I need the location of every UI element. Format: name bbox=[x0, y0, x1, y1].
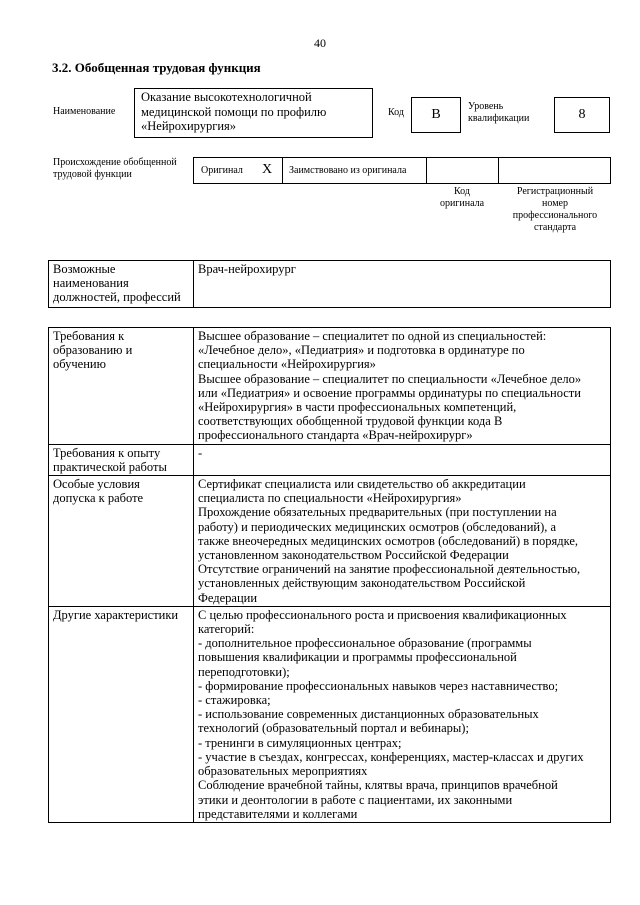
requirement-value-line: установленном законодательством Российской Федерации bbox=[198, 548, 509, 563]
requirement-value-line: также внеочередных медицинских осмотров (обследований) в порядке, bbox=[198, 533, 579, 548]
reg-number-caption: Регистрационный номер профессионального стандарта bbox=[512, 186, 598, 233]
requirement-label bbox=[49, 606, 194, 822]
origin-label: Происхождение обобщенной трудовой функции bbox=[53, 157, 177, 180]
requirement-value-line: Соблюдение врачебной тайны, клятвы врача, принципов врачебной bbox=[198, 778, 558, 793]
requirement-label-line: Требования к опыту bbox=[53, 445, 161, 460]
requirement-value-line: образовательных мероприятиях bbox=[198, 764, 368, 779]
requirement-value-line: этики и деонтологии в работе с пациентами, их законными bbox=[198, 792, 513, 807]
name-value-box bbox=[134, 88, 373, 138]
requirement-value-line: - формирование профессиональных навыков через наставничество; bbox=[198, 678, 559, 693]
requirement-label-line: Требования к bbox=[53, 329, 125, 343]
table-row bbox=[49, 328, 611, 445]
requirement-value-line: профессионального стандарта «Врач-нейрохирург» bbox=[198, 428, 473, 443]
level-label: Уровень квалификации bbox=[468, 101, 530, 124]
requirement-value-line: повышения квалификации и программы профессиональной bbox=[198, 650, 517, 665]
table-row bbox=[49, 606, 611, 822]
requirement-value-line: Федерации bbox=[198, 590, 258, 605]
requirement-value-line: «Лечебное дело», «Педиатрия» и подготовка в ординатуре по bbox=[198, 343, 525, 358]
requirement-label-line: образованию и bbox=[53, 343, 133, 358]
requirement-label-line: допуска к работе bbox=[53, 491, 144, 506]
code-origin-caption: Код оригинала bbox=[439, 186, 485, 209]
requirements-table bbox=[48, 327, 611, 823]
code-value: B bbox=[411, 97, 461, 133]
requirement-value bbox=[194, 328, 611, 445]
requirement-value-line: соответствующих обобщенной трудовой функции кода B bbox=[198, 414, 503, 429]
original-label: Оригинал bbox=[201, 165, 243, 176]
requirement-value-line: категорий: bbox=[198, 622, 255, 637]
original-mark: X bbox=[262, 162, 273, 177]
requirement-value-line: Прохождение обязательных предварительных (при поступлении на bbox=[198, 505, 557, 520]
requirement-label-line: обучению bbox=[53, 357, 106, 372]
name-value bbox=[135, 89, 372, 135]
requirement-value-line: - дополнительное профессиональное образование (программы bbox=[198, 636, 532, 651]
requirement-value-line: - использование современных дистанционных образовательных bbox=[198, 707, 539, 722]
requirement-value-line: переподготовки); bbox=[198, 664, 290, 679]
requirement-value-line: или «Педиатрия» и освоение программы ординатуры по специальности bbox=[198, 385, 581, 400]
name-value-line: «Нейрохирургия» bbox=[141, 119, 237, 133]
requirement-value-line: Сертификат специалиста или свидетельство об аккредитации bbox=[198, 477, 526, 492]
requirement-value-line: С целью профессионального роста и присвоения квалификационных bbox=[198, 607, 567, 622]
requirement-value-line: - тренинги в симуляционных центрах; bbox=[198, 735, 402, 750]
requirement-value-line: - стажировка; bbox=[198, 693, 271, 708]
requirement-label bbox=[49, 328, 194, 445]
requirement-value bbox=[194, 444, 611, 475]
page-number: 40 bbox=[314, 36, 326, 50]
name-label: Наименование bbox=[53, 106, 116, 117]
section-title: 3.2. Обобщенная трудовая функция bbox=[52, 60, 261, 75]
name-value-line: Оказание высокотехнологичной bbox=[141, 90, 312, 104]
requirement-value-line: работу) и периодических медицинских осмотров (обследований), а bbox=[198, 519, 557, 534]
name-value-line: медицинской помощи по профилю bbox=[141, 104, 327, 119]
requirement-value-line: представителями и коллегами bbox=[198, 806, 358, 821]
requirement-value-line: специалиста по специальности «Нейрохирургия» bbox=[198, 491, 462, 506]
positions-table bbox=[48, 260, 611, 308]
requirement-label bbox=[49, 476, 194, 607]
borrowed-label: Заимствовано из оригинала bbox=[289, 165, 407, 176]
table-row bbox=[49, 444, 611, 475]
level-value: 8 bbox=[554, 97, 610, 133]
positions-value: Врач-нейрохирург bbox=[194, 261, 611, 308]
requirement-value-line: специальности «Нейрохирургия» bbox=[198, 357, 376, 372]
requirement-label-line: практической работы bbox=[53, 459, 167, 474]
code-label: Код bbox=[388, 107, 404, 118]
requirement-value-line: Высшее образование – специалитет по одной из специальностей: bbox=[198, 329, 547, 343]
requirement-value-line: - участие в съездах, конгрессах, конференциях, мастер-классах и других bbox=[198, 749, 584, 764]
requirement-value-line: установленных действующим законодательством Российской bbox=[198, 576, 526, 591]
requirement-label-line: Особые условия bbox=[53, 477, 140, 492]
requirement-value-line: «Нейрохирургия» в части профессиональных компетенций, bbox=[198, 400, 517, 415]
requirement-value-line: технологий (образовательный портал и вебинары); bbox=[198, 721, 469, 736]
positions-label: Возможные наименования должностей, профессий bbox=[49, 261, 194, 308]
requirement-value-line: - bbox=[198, 445, 203, 460]
requirement-value bbox=[194, 606, 611, 822]
table-row bbox=[49, 476, 611, 607]
origin-table bbox=[193, 157, 611, 184]
requirement-value-line: Высшее образование – специалитет по специальности «Лечебное дело» bbox=[198, 371, 582, 386]
requirement-value-line: Отсутствие ограничений на занятие профессиональной деятельностью, bbox=[198, 562, 581, 577]
requirement-label bbox=[49, 444, 194, 475]
requirement-label-line: Другие характеристики bbox=[53, 607, 179, 622]
requirement-value bbox=[194, 476, 611, 607]
